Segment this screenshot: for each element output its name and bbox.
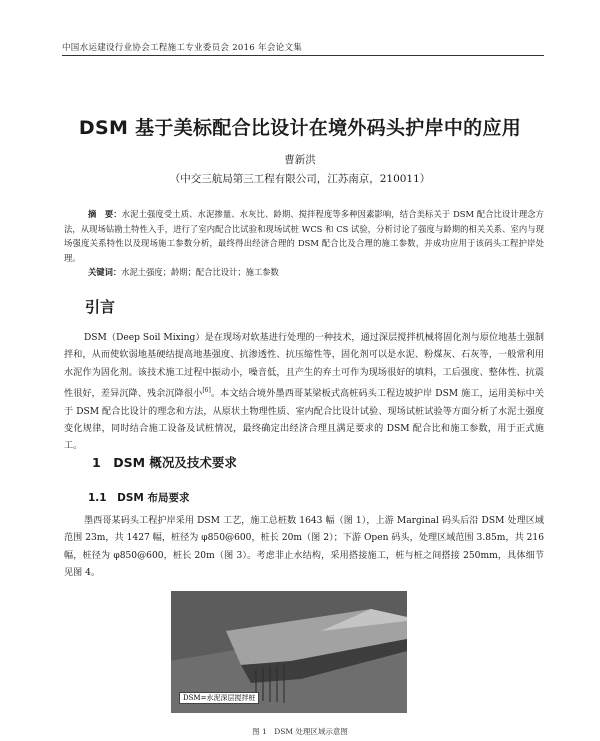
intro-paragraph <box>64 330 544 456</box>
abstract-label: 摘 要： <box>88 209 122 219</box>
figure-1-photo <box>171 591 407 713</box>
paper-title: DSM 基于美标配合比设计在境外码头护岸中的应用 <box>78 117 522 139</box>
affiliation: （中交三航局第三工程有限公司，江苏南京，210011） <box>169 173 431 185</box>
intro-heading: 引言 <box>85 298 116 316</box>
figure-inset-label: DSM=水泥深层搅拌桩 <box>179 692 259 704</box>
intro-paragraph-part-b: 。本文结合境外墨西哥某梁板式高桩码头工程边坡护岸 DSM 施工，运用美标中关于 DSM 配合比设计的理念和方法，从原状土物理性质、室内配合比设计试验、现场试桩试验等方面分析了水泥土强度变化规律，同时结合施工设备及试桩情况，最终确定出经济合理且满足要求的 DSM 配合比和施工参数，用于正式施工。 <box>64 389 544 452</box>
intro-paragraph-part-a: DSM（Deep Soil Mixing）是在现场对软基进行处理的一种技术，通过深层搅拌机械将固化剂与原位地基土强制拌和，从而使软弱地基硬结提高地基强度、抗渗透性、抗压缩性等，固化剂可以是水泥、粉煤灰、石灰等，一般常利用水泥作为固化剂。该技术施工过程中振动小，噪音低，且产生的弃土可作为现场很好的填料，工后强度、整体性、抗震性很好，差异沉降、残余沉降很小 <box>64 333 544 400</box>
keywords-text: 水泥土强度；龄期；配合比设计；施工参数 <box>121 267 279 277</box>
keywords-label: 关键词： <box>88 267 122 277</box>
layout-paragraph: 墨西哥某码头工程护岸采用 DSM 工艺，施工总桩数 1643 幅（图 1），上游 Marginal 码头后沿 DSM 处理区域范围 23m，共 1427 幅，桩径为 φ850@600，桩长 20m（图 2）；下游 Open 码头，处理区域范围 3.85m，共 216 幅，桩径为 φ850@600，桩长 20m（图 3）。考虑非止水结构，采用搭接施工，桩与桩之间搭接 250mm，具体细节见图 4。 <box>64 516 544 579</box>
intro-citation: [6] <box>202 387 211 395</box>
author: 曹新洪 <box>284 154 316 166</box>
section-1-heading: 1 DSM 概况及技术要求 <box>92 455 237 470</box>
header-rule <box>62 55 544 56</box>
keywords <box>88 266 279 278</box>
abstract-text: 水泥土强度受土质、水泥掺量、水灰比、龄期、搅拌程度等多种因素影响，结合美标关于 DSM 配合比设计理念方法，从现场钻勘土特性入手，进行了室内配合比试验和现场试桩 WCS 和 CS 试验，分析讨论了强度与龄期的相关关系、室内与现场强度关系特性以及现场施工参数分析，最终得出经济合理的 DSM 配合比及合理的施工参数，并成功应用于该码头工程护岸处理。 <box>64 209 544 263</box>
abstract <box>64 207 544 265</box>
running-header: 中国水运建设行业协会工程施工专业委员会 2016 年会论文集 <box>62 43 303 53</box>
section-1-1-heading: 1.1 DSM 布局要求 <box>88 492 190 504</box>
figure-1-caption: 图 1 DSM 处理区域示意图 <box>252 727 348 736</box>
